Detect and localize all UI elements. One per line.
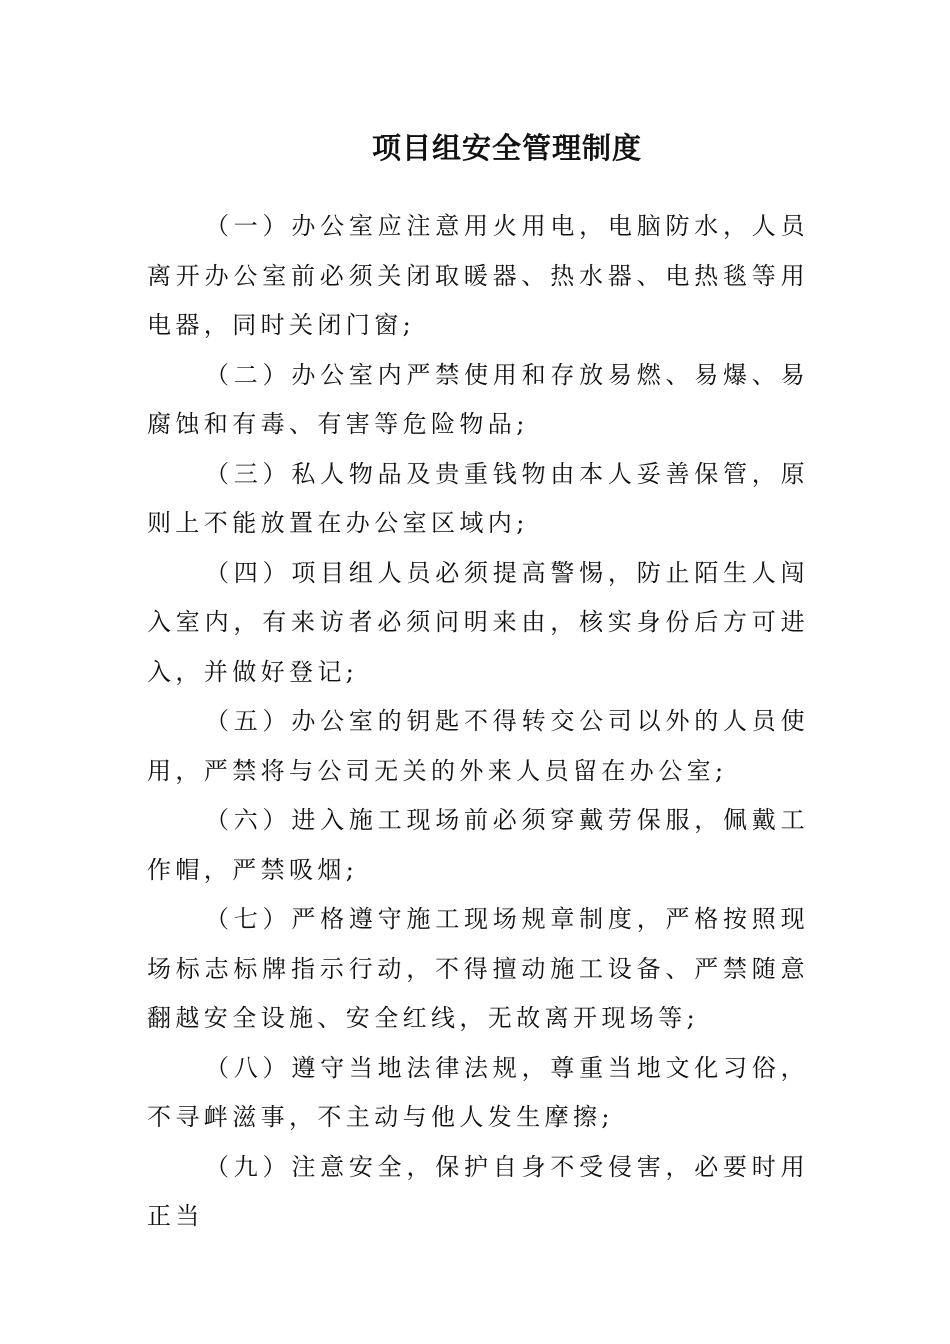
rule-paragraph-9: （九）注意安全，保护自身不受侵害，必要时用正当: [147, 1152, 809, 1230]
rule-paragraph-5: （五）办公室的钥匙不得转交公司以外的人员使用，严禁将与公司无关的外来人员留在办公室;: [147, 707, 809, 785]
rule-paragraph-2: （二）办公室内严禁使用和存放易燃、易爆、易腐蚀和有毒、有害等危险物品;: [147, 360, 809, 438]
rule-paragraph-7: （七）严格遵守施工现场规章制度，严格按照现场标志标牌指示行动，不得擅动施工设备、严禁随意翻越安全设施、安全红线，无故离开现场等;: [147, 905, 809, 1032]
rule-paragraph-4: （四）项目组人员必须提高警惕，防止陌生人闯入室内，有来访者必须问明来由，核实身份后方可进入，并做好登记;: [147, 558, 809, 686]
document-body: [147, 202, 809, 1242]
rule-paragraph-3: （三）私人物品及贵重钱物由本人妥善保管，原则上不能放置在办公室区域内;: [147, 459, 809, 537]
rule-paragraph-6: （六）进入施工现场前必须穿戴劳保服，佩戴工作帽，严禁吸烟;: [147, 806, 809, 884]
document-title: 项目组安全管理制度: [371, 131, 642, 165]
rule-paragraph-1: （一）办公室应注意用火用电，电脑防水，人员离开办公室前必须关闭取暖器、热水器、电热毯等用电器，同时关闭门窗;: [147, 212, 809, 339]
rule-paragraph-8: （八）遵守当地法律法规，尊重当地文化习俗，不寻衅滋事，不主动与他人发生摩擦;: [147, 1053, 809, 1131]
